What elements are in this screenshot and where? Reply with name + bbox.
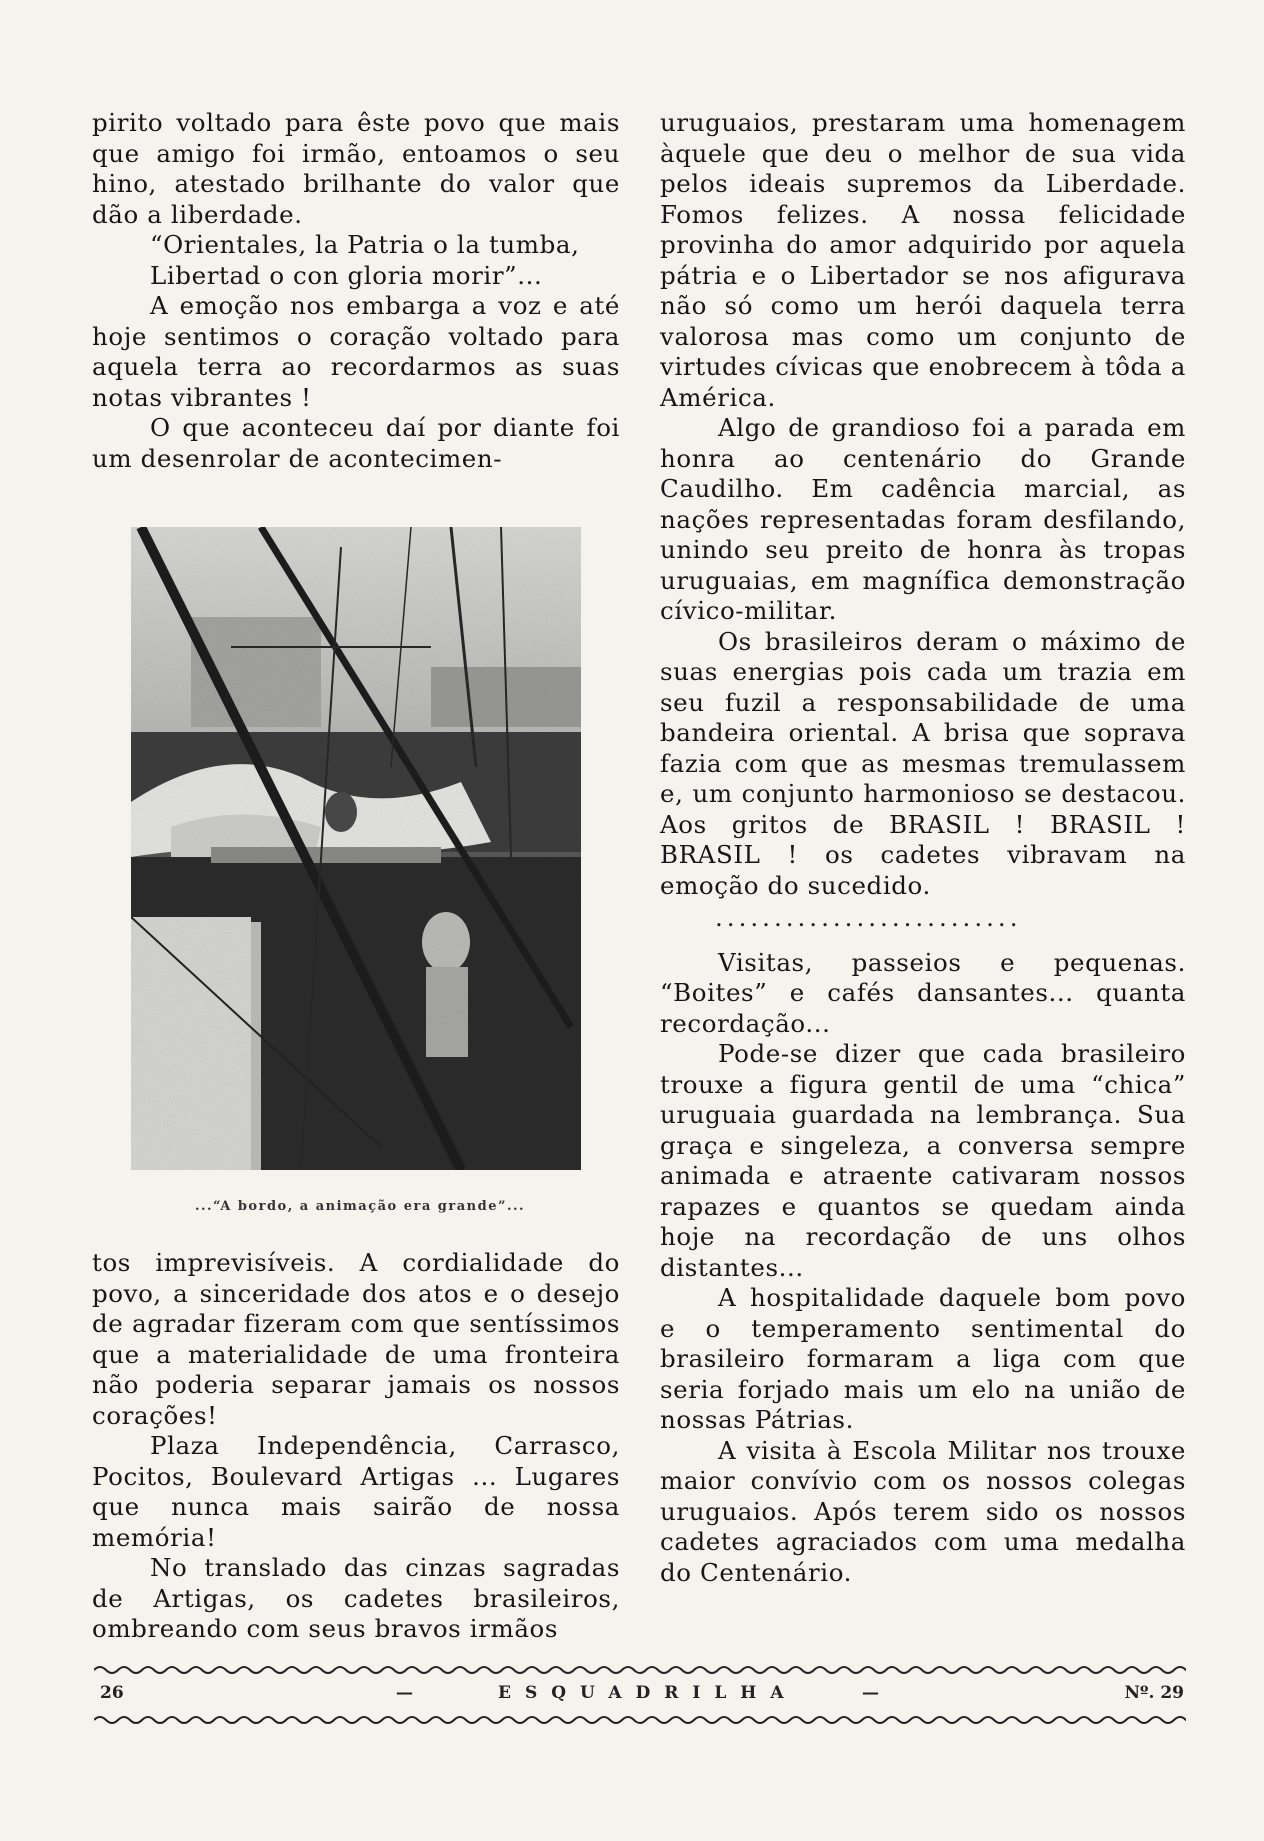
paragraph: pirito voltado para êste povo que mais que amigo foi irmão, entoamos o seu hino, atestado brilhante do valor que dão a liberdade. xyxy=(92,108,620,229)
paragraph: A emoção nos embarga a voz e até hoje sentimos o coração voltado para aquela terra ao recordarmos as suas notas vibrantes ! xyxy=(92,291,620,412)
ship-deck-illustration xyxy=(131,527,581,1170)
paragraph: Os brasileiros deram o máximo de suas energias pois cada um trazia em seu fuzil a responsabilidade de uma bandeira oriental. A brisa que soprava fazia com que as mesmas tremulassem e, um conjunto harmonioso se destacou. Aos gritos de BRASIL ! BRASIL ! BRASIL ! os cadetes vibravam na emoção do sucedido. xyxy=(660,626,1186,900)
left-column-top xyxy=(92,108,620,474)
paragraph: Pode-se dizer que cada brasileiro trouxe a figura gentil de uma “chica” uruguaia guardada na lembrança. Sua graça e singeleza, a conversa sempre animada e atraente cativaram nossos rapazes e quantos se quedam ainda hoje na recordação de uns olhos distantes... xyxy=(660,1039,1186,1282)
page-footer xyxy=(100,1683,1184,1711)
paragraph: tos imprevisíveis. A cordialidade do povo, a sinceridade dos atos e o desejo de agradar fizeram com que sentíssimos que a materialidade de uma fronteira não poderia separar jamais os nossos corações! xyxy=(92,1248,620,1430)
paragraph: A visita à Escola Militar nos trouxe maior convívio com os nossos colegas uruguaios. Após terem sido os nossos cadetes agraciados com uma medalha do Centenário. xyxy=(660,1435,1186,1587)
page-number: 26 xyxy=(100,1683,124,1703)
paragraph: Algo de grandioso foi a parada em honra ao centenário do Grande Caudilho. Em cadência marcial, as nações representadas foram desfilando, unindo seu preito de honra às tropas uruguaias, em magnífica demonstração cívico-militar. xyxy=(660,413,1186,625)
issue-number: Nº. 29 xyxy=(1124,1683,1184,1703)
ship-deck-photo xyxy=(131,527,581,1170)
footer-dash: — xyxy=(862,1683,879,1703)
left-column-bottom xyxy=(92,1248,620,1645)
anthem-verse-2: Libertad o con gloria morir”... xyxy=(150,260,543,290)
paragraph: Plaza Independência, Carrasco, Pocitos, Boulevard Artigas ... Lugares que nunca mais sairão de nossa memória! xyxy=(92,1431,620,1552)
paragraph: No translado das cinzas sagradas de Artigas, os cadetes brasileiros, ombreando com seus bravos irmãos xyxy=(92,1553,620,1643)
paragraph: uruguaios, prestaram uma homenagem àquele que deu o melhor de sua vida pelos ideais supremos da Liberdade. Fomos felizes. A nossa felicidade provinha do amor adquirido por aquela pátria e o Libertador se nos afigurava não só como um herói daquela terra valorosa mas como um conjunto de virtudes cívicas que enobrecem à tôda a América. xyxy=(660,108,1186,412)
footer-dash: — xyxy=(396,1683,413,1703)
magazine-title: ESQUADRILHA xyxy=(498,1683,798,1703)
right-column xyxy=(660,108,1186,1588)
photo-caption: ...“A bordo, a animação era grande”... xyxy=(194,1199,526,1214)
footer-wavy-rule-bottom xyxy=(94,1713,1186,1727)
section-separator: .......................... xyxy=(715,903,1022,932)
footer-wavy-rule-top xyxy=(94,1663,1186,1677)
paragraph: O que aconteceu daí por diante foi um desenrolar de acontecimen- xyxy=(92,413,620,473)
paragraph: A hospitalidade daquele bom povo e o temperamento sentimental do brasileiro formaram a liga com que seria forjado mais um elo na união de nossas Pátrias. xyxy=(660,1283,1186,1434)
anthem-verse-1: “Orientales, la Patria o la tumba, xyxy=(150,230,580,259)
paragraph: Visitas, passeios e pequenas. “Boites” e cafés dansantes... quanta recordação... xyxy=(660,947,1186,1038)
